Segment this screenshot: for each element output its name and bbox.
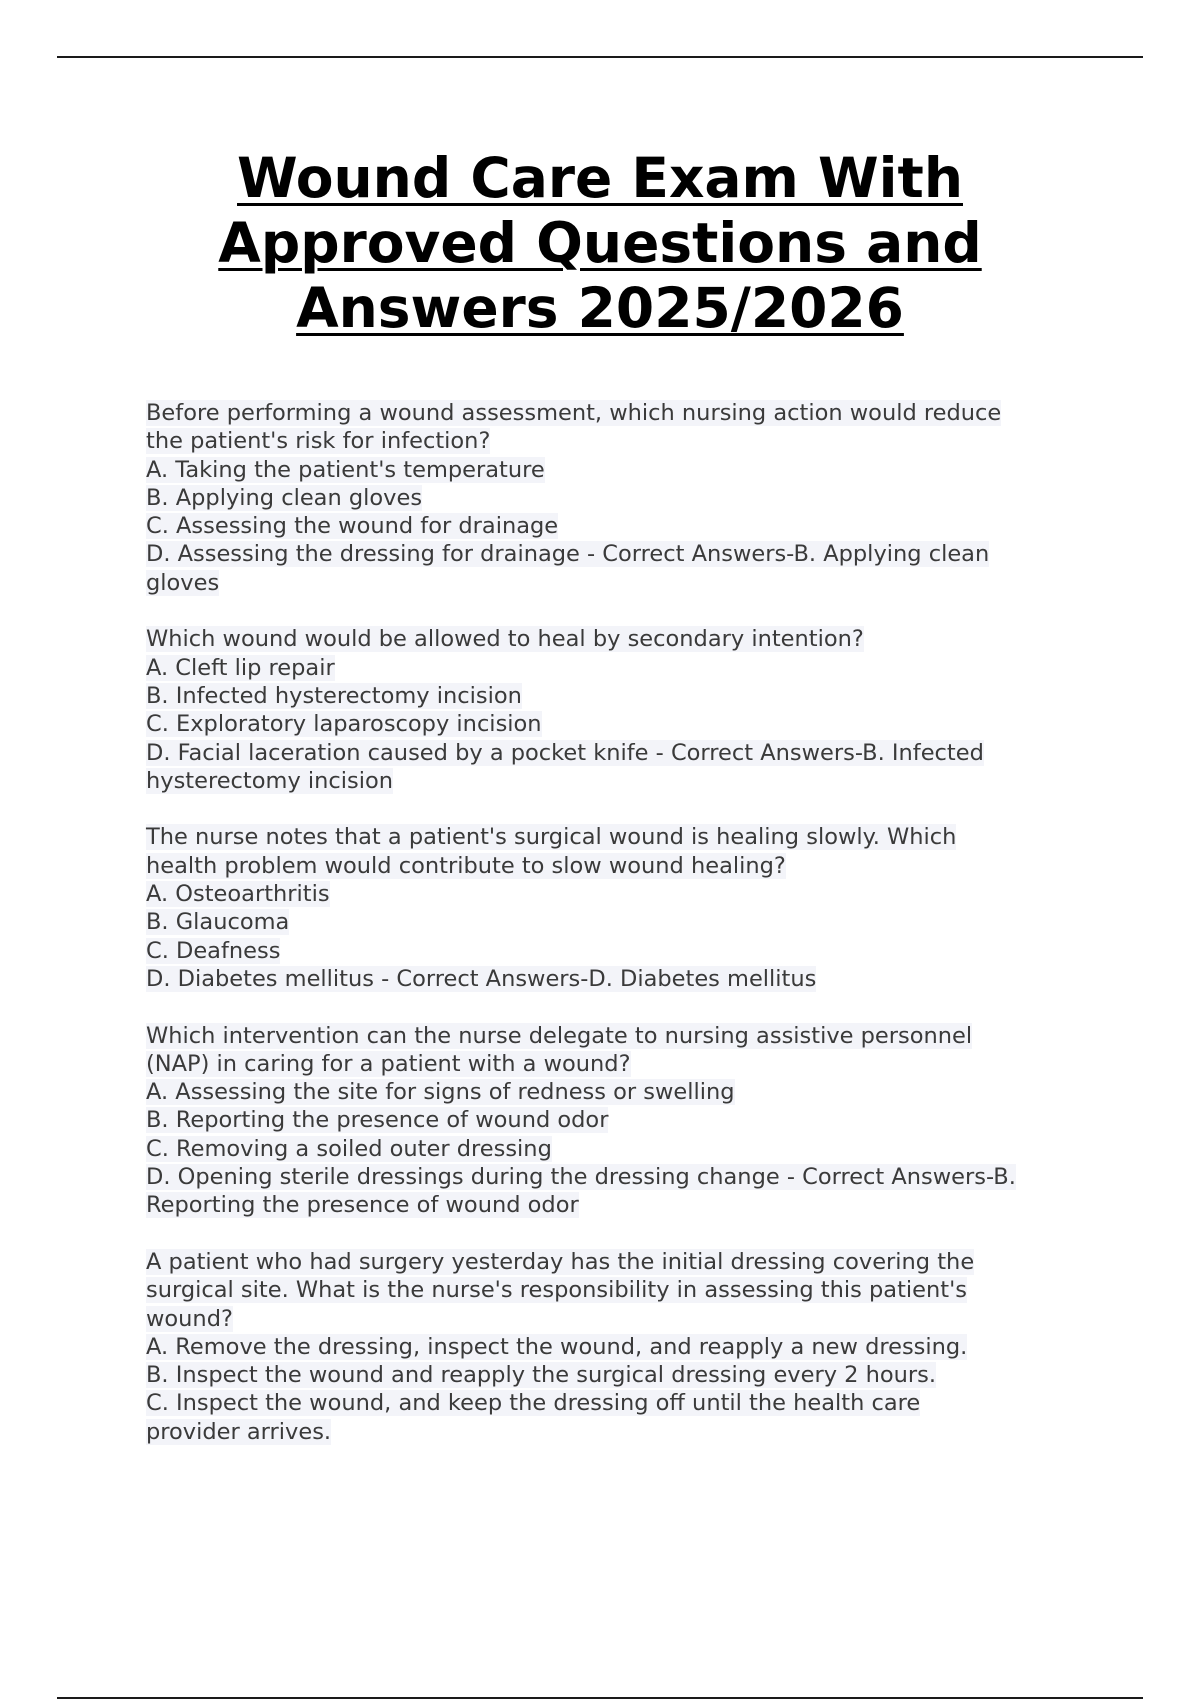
answer-option: B. Reporting the presence of wound odor	[146, 1107, 609, 1134]
answer-option: B. Applying clean gloves	[146, 484, 423, 511]
answer-option: provider arrives.	[146, 1418, 332, 1445]
question-line: Which wound would be allowed to heal by secondary intention?	[146, 626, 864, 653]
question-line: the patient's risk for infection?	[146, 428, 491, 455]
question-line: (NAP) in caring for a patient with a wound?	[146, 1050, 631, 1077]
question-line: Before performing a wound assessment, which nursing action would reduce	[146, 400, 1002, 426]
answer-option: A. Assessing the site for signs of redness or swelling	[146, 1079, 735, 1106]
correct-answer: gloves	[146, 569, 220, 596]
answer-option: A. Remove the dressing, inspect the wound, and reapply a new dressing.	[146, 1333, 968, 1360]
question-block-2	[146, 625, 1106, 795]
question-line: Which intervention can the nurse delegate to nursing assistive personnel	[146, 1022, 973, 1049]
answer-option: B. Infected hysterectomy incision	[146, 682, 522, 709]
answer-option: D. Diabetes mellitus - Correct Answers-D. Diabetes mellitus	[146, 965, 817, 992]
bottom-rule	[57, 1697, 1143, 1699]
answer-option: A. Taking the patient's temperature	[146, 456, 545, 483]
answer-option: C. Removing a soiled outer dressing	[146, 1135, 552, 1162]
answer-option: D. Opening sterile dressings during the dressing change - Correct Answers-B.	[146, 1164, 1016, 1191]
answer-option: D. Assessing the dressing for drainage - Correct Answers-B. Applying clean	[146, 541, 990, 568]
answer-option: B. Glaucoma	[146, 909, 290, 936]
answer-option: D. Facial laceration caused by a pocket knife - Correct Answers-B. Infected	[146, 739, 984, 766]
question-line: A patient who had surgery yesterday has the initial dressing covering the	[146, 1248, 975, 1275]
question-line: wound?	[146, 1305, 233, 1332]
top-rule	[57, 56, 1143, 58]
answer-option: A. Cleft lip repair	[146, 654, 335, 681]
correct-answer: hysterectomy incision	[146, 767, 394, 794]
document-title: Wound Care Exam With Approved Questions and Answers 2025/2026	[218, 146, 982, 340]
question-line: health problem would contribute to slow wound healing?	[146, 852, 786, 879]
question-line: The nurse notes that a patient's surgical wound is healing slowly. Which	[146, 824, 957, 851]
question-block-1	[146, 399, 1106, 597]
answer-option: C. Deafness	[146, 937, 281, 964]
answer-option: C. Assessing the wound for drainage	[146, 513, 559, 540]
question-block-4	[146, 1022, 1106, 1220]
correct-answer: Reporting the presence of wound odor	[146, 1192, 579, 1219]
answer-option: B. Inspect the wound and reapply the surgical dressing every 2 hours.	[146, 1362, 937, 1389]
answer-option: A. Osteoarthritis	[146, 881, 330, 908]
answer-option: C. Exploratory laparoscopy incision	[146, 711, 542, 738]
answer-option: C. Inspect the wound, and keep the dressing off until the health care	[146, 1390, 921, 1417]
question-block-5	[146, 1248, 1106, 1446]
document-body	[146, 399, 1106, 1474]
question-block-3	[146, 823, 1106, 993]
question-line: surgical site. What is the nurse's responsibility in assessing this patient's	[146, 1277, 967, 1304]
